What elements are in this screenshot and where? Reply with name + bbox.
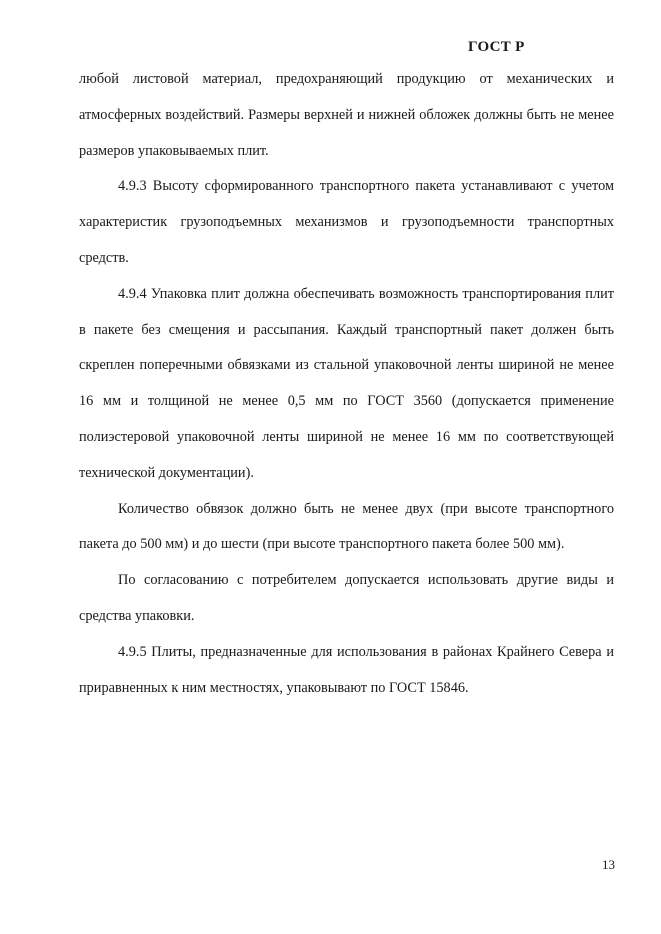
- paragraph-continuation: любой листовой материал, предохраняющий продукцию от механических и атмосферных воздействий. Размеры верхней и нижней обложек должны быть не менее размеров упаковываемых плит.: [79, 71, 614, 159]
- paragraph-other-packaging: По согласованию с потребителем допускается использовать другие виды и средства упаковки.: [79, 572, 614, 624]
- paragraph-4-9-4: 4.9.4 Упаковка плит должна обеспечивать возможность транспортирования плит в пакете без смещения и рассыпания. Каждый транспортный пакет должен быть скреплен поперечными обвязками из стальной упаковочной ленты шириной не менее 16 мм и толщиной не менее 0,5 мм по ГОСТ 3560 (допускается применение полиэстеровой упаковочной ленты шириной не менее 16 мм по соответствующей технической документации).: [79, 285, 614, 481]
- page-number: 13: [602, 857, 615, 872]
- paragraph-4-9-5: 4.9.5 Плиты, предназначенные для использования в районах Крайнего Севера и приравненных к ним местностях, упаковывают по ГОСТ 15846.: [79, 643, 614, 696]
- standard-header: ГОСТ Р: [468, 39, 525, 55]
- document-body: [79, 62, 614, 706]
- paragraph-4-9-3: 4.9.3 Высоту сформированного транспортного пакета устанавливают с учетом характеристик грузоподъемных механизмов и грузоподъемности транспортных средств.: [79, 178, 614, 266]
- paragraph-strap-count: Количество обвязок должно быть не менее двух (при высоте транспортного пакета до 500 мм) и до шести (при высоте транспортного пакета более 500 мм).: [79, 500, 614, 553]
